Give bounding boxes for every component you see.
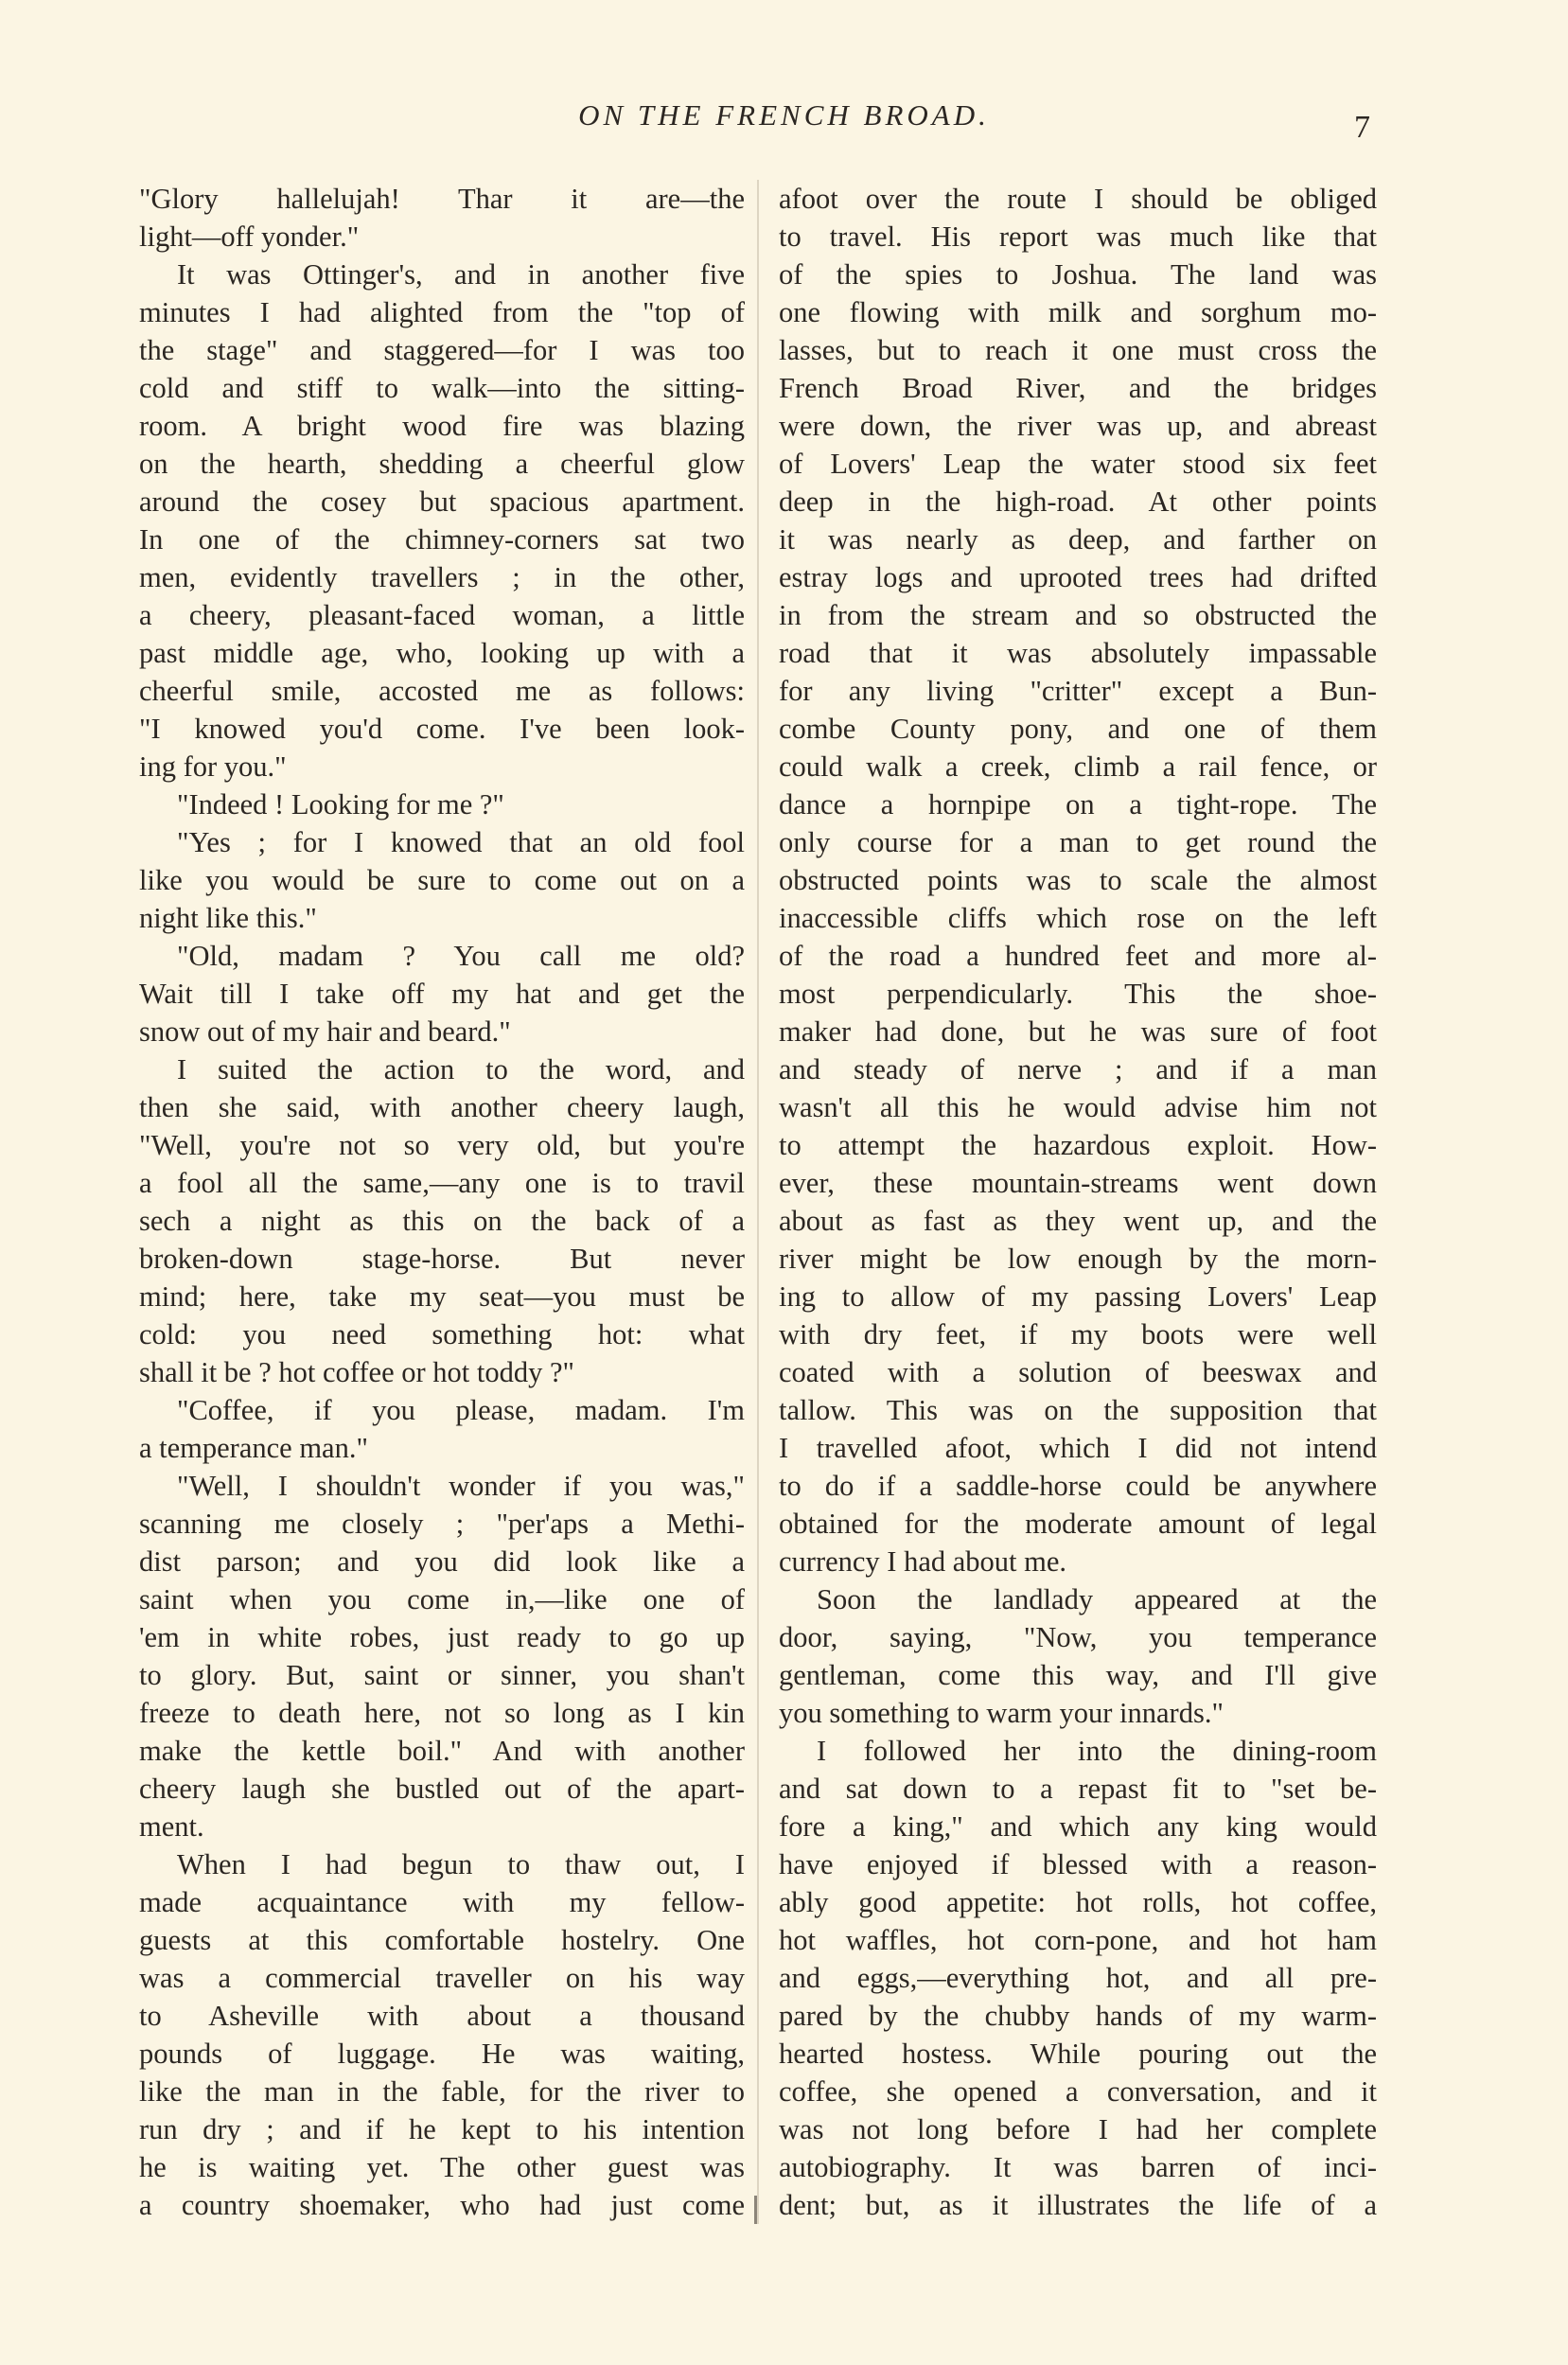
column-rule [757, 180, 759, 2224]
text-line: inaccessible cliffs which rose on the left [779, 902, 1377, 934]
text-line: obstructed points was to scale the almost [779, 864, 1377, 896]
text-line: run dry ; and if he kept to his intention [139, 2113, 745, 2145]
text-line: in from the stream and so obstructed the [779, 599, 1377, 631]
text-line: it was nearly as deep, and farther on [779, 523, 1377, 556]
text-line: were down, the river was up, and abreast [779, 410, 1377, 442]
text-line: "Glory hallelujah! Thar it are—the [139, 183, 745, 215]
text-line: guests at this comfortable hostelry. One [139, 1924, 745, 1956]
text-line: past middle age, who, looking up with a [139, 637, 745, 669]
text-line: coated with a solution of beeswax and [779, 1356, 1377, 1388]
text-line: combe County pony, and one of them [779, 713, 1377, 745]
text-line: minutes I had alighted from the "top of [139, 296, 745, 328]
text-line: and eggs,—everything hot, and all pre- [779, 1962, 1377, 1994]
text-line: to travel. His report was much like that [779, 221, 1377, 253]
text-line: around the cosey but spacious apartment. [139, 485, 745, 518]
text-line: you something to warm your innards." [779, 1697, 1224, 1729]
text-line: lasses, but to reach it one must cross the [779, 334, 1377, 366]
text-line: "Well, you're not so very old, but you're [139, 1129, 745, 1161]
text-line: When I had begun to thaw out, I [177, 1848, 745, 1880]
text-line: door, saying, "Now, you temperance [779, 1621, 1377, 1653]
text-line: road that it was absolutely impassable [779, 637, 1377, 669]
text-line: freeze to death here, not so long as I kin [139, 1697, 745, 1729]
text-line: for any living "critter" except a Bun- [779, 675, 1377, 707]
page-number: 7 [1354, 110, 1370, 145]
text-line: obtained for the moderate amount of legal [779, 1508, 1377, 1540]
text-line: he is waiting yet. The other guest was [139, 2151, 745, 2183]
text-line: dist parson; and you did look like a [139, 1545, 745, 1578]
text-line: hot waffles, hot corn-pone, and hot ham [779, 1924, 1377, 1956]
text-line: snow out of my hair and beard." [139, 1015, 511, 1048]
text-line: ment. [139, 1810, 204, 1843]
text-line: pared by the chubby hands of my warm- [779, 2000, 1377, 2032]
text-line: to do if a saddle-horse could be anywhere [779, 1470, 1377, 1502]
text-line: river might be low enough by the morn- [779, 1243, 1377, 1275]
text-line: a country shoemaker, who had just come [139, 2189, 745, 2221]
text-line: ing to allow of my passing Lovers' Leap [779, 1280, 1377, 1313]
text-line: was not long before I had her complete [779, 2113, 1377, 2145]
text-line: estray logs and uprooted trees had drifted [779, 561, 1377, 593]
text-line: wasn't all this he would advise him not [779, 1091, 1377, 1123]
text-line: afoot over the route I should be obliged [779, 183, 1377, 215]
running-title: ON THE FRENCH BROAD. [578, 98, 990, 132]
text-line: "I knowed you'd come. I've been look- [139, 713, 745, 745]
text-line: about as fast as they went up, and the [779, 1205, 1377, 1237]
text-line: fore a king," and which any king would [779, 1810, 1377, 1843]
text-line: "Well, I shouldn't wonder if you was," [177, 1470, 745, 1502]
right-column [779, 180, 1377, 2224]
text-line: night like this." [139, 902, 317, 934]
text-line: have enjoyed if blessed with a reason- [779, 1848, 1377, 1880]
text-line: tallow. This was on the supposition that [779, 1394, 1377, 1426]
text-line: deep in the high-road. At other points [779, 485, 1377, 518]
text-line: mind; here, take my seat—you must be [139, 1280, 745, 1313]
text-line: I followed her into the dining-room [817, 1735, 1377, 1767]
text-line: ing for you." [139, 750, 287, 783]
text-line: "Indeed ! Looking for me ?" [177, 788, 504, 821]
text-line: with dry feet, if my boots were well [779, 1318, 1377, 1350]
text-line: was a commercial traveller on his way [139, 1962, 745, 1994]
text-line: pounds of luggage. He was waiting, [139, 2038, 745, 2070]
text-line: currency I had about me. [779, 1545, 1067, 1578]
text-line: cheerful smile, accosted me as follows: [139, 675, 745, 707]
text-line: the stage" and staggered—for I was too [139, 334, 745, 366]
text-line: a temperance man." [139, 1432, 368, 1464]
text-line: and steady of nerve ; and if a man [779, 1053, 1377, 1085]
text-line: like the man in the fable, for the river to [139, 2075, 745, 2108]
text-line: cheery laugh she bustled out of the apart- [139, 1773, 745, 1805]
text-line: 'em in white robes, just ready to go up [139, 1621, 745, 1653]
text-line: sech a night as this on the back of a [139, 1205, 745, 1237]
text-line: men, evidently travellers ; in the other, [139, 561, 745, 593]
text-line: room. A bright wood fire was blazing [139, 410, 745, 442]
text-line: then she said, with another cheery laugh, [139, 1091, 745, 1123]
text-line: make the kettle boil." And with another [139, 1735, 745, 1767]
text-line: saint when you come in,—like one of [139, 1583, 745, 1615]
text-line: and sat down to a repast fit to "set be- [779, 1773, 1377, 1805]
text-line: "Coffee, if you please, madam. I'm [177, 1394, 745, 1426]
text-line: It was Ottinger's, and in another five [177, 258, 745, 291]
text-line: most perpendicularly. This the shoe- [779, 978, 1377, 1010]
text-line: to glory. But, saint or sinner, you shan't [139, 1659, 745, 1691]
page-header [0, 98, 1568, 146]
text-line: I suited the action to the word, and [177, 1053, 745, 1085]
text-line: maker had done, but he was sure of foot [779, 1015, 1377, 1048]
column-rule-mark [754, 2196, 757, 2224]
text-line: "Yes ; for I knowed that an old fool [177, 826, 745, 858]
text-line: ably good appetite: hot rolls, hot coffee, [779, 1886, 1377, 1918]
text-line: on the hearth, shedding a cheerful glow [139, 448, 745, 480]
text-line: could walk a creek, climb a rail fence, or [779, 750, 1377, 783]
text-line: like you would be sure to come out on a [139, 864, 745, 896]
text-line: autobiography. It was barren of inci- [779, 2151, 1377, 2183]
text-line: Soon the landlady appeared at the [817, 1583, 1377, 1615]
left-column [139, 180, 745, 2224]
text-line: cold and stiff to walk—into the sitting- [139, 372, 745, 404]
text-line: dent; but, as it illustrates the life of a [779, 2189, 1377, 2221]
text-line: French Broad River, and the bridges [779, 372, 1377, 404]
text-line: gentleman, come this way, and I'll give [779, 1659, 1377, 1691]
text-line: dance a hornpipe on a tight-rope. The [779, 788, 1377, 821]
text-line: "Old, madam ? You call me old? [177, 940, 745, 972]
text-line: cold: you need something hot: what [139, 1318, 745, 1350]
text-line: shall it be ? hot coffee or hot toddy ?" [139, 1356, 574, 1388]
text-line: I travelled afoot, which I did not intend [779, 1432, 1377, 1464]
text-line: coffee, she opened a conversation, and it [779, 2075, 1377, 2108]
text-line: hearted hostess. While pouring out the [779, 2038, 1377, 2070]
text-line: made acquaintance with my fellow- [139, 1886, 745, 1918]
text-line: ever, these mountain-streams went down [779, 1167, 1377, 1199]
text-line: In one of the chimney-corners sat two [139, 523, 745, 556]
text-line: a fool all the same,—any one is to travil [139, 1167, 745, 1199]
text-line: to Asheville with about a thousand [139, 2000, 745, 2032]
text-line: Wait till I take off my hat and get the [139, 978, 745, 1010]
text-line: one flowing with milk and sorghum mo- [779, 296, 1377, 328]
text-line: broken-down stage-horse. But never [139, 1243, 745, 1275]
text-line: only course for a man to get round the [779, 826, 1377, 858]
text-line: of the spies to Joshua. The land was [779, 258, 1377, 291]
text-line: to attempt the hazardous exploit. How- [779, 1129, 1377, 1161]
text-line: a cheery, pleasant-faced woman, a little [139, 599, 745, 631]
text-line: of the road a hundred feet and more al- [779, 940, 1377, 972]
text-line: of Lovers' Leap the water stood six feet [779, 448, 1377, 480]
text-line: light—off yonder." [139, 221, 360, 253]
text-line: scanning me closely ; "per'aps a Methi- [139, 1508, 745, 1540]
